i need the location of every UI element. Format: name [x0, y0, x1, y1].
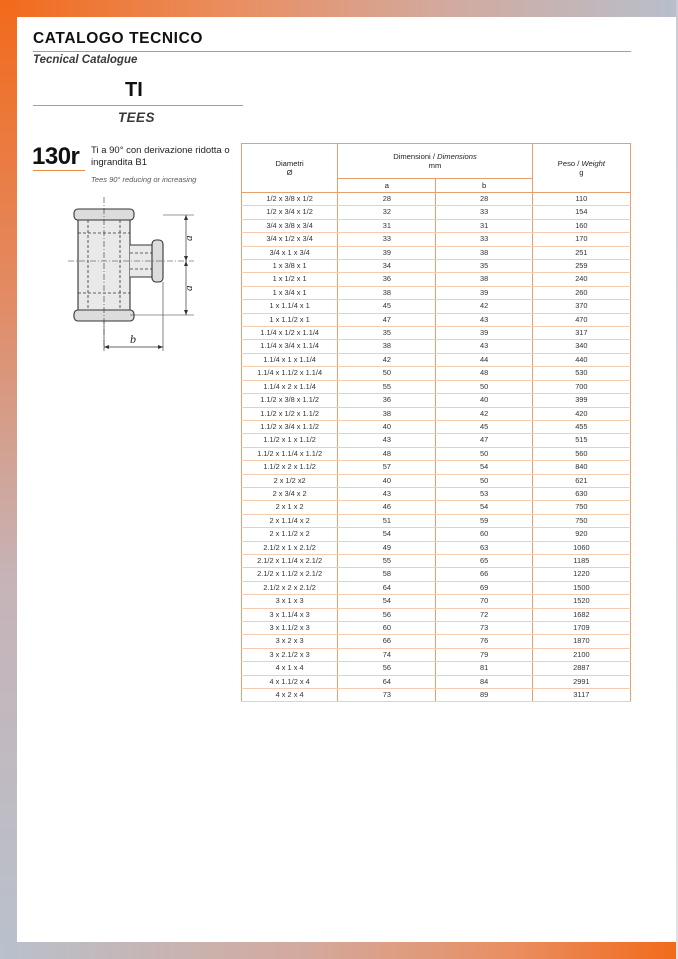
cell-weight: 621 — [532, 474, 630, 487]
cell-weight: 370 — [532, 300, 630, 313]
cell-diameter: 4 x 1 x 4 — [242, 662, 338, 675]
cell-weight: 750 — [532, 501, 630, 514]
cell-dimension-a: 28 — [338, 193, 436, 206]
cell-dimension-b: 43 — [436, 313, 532, 326]
cell-dimension-a: 36 — [338, 394, 436, 407]
cell-weight: 3117 — [532, 689, 630, 702]
cell-diameter: 1.1/4 x 1/2 x 1.1/4 — [242, 327, 338, 340]
cell-weight: 317 — [532, 327, 630, 340]
product-family-divider — [33, 105, 243, 106]
cell-diameter: 3 x 1.1/2 x 3 — [242, 622, 338, 635]
table-row — [242, 501, 631, 514]
cell-diameter: 2 x 1.1/4 x 2 — [242, 514, 338, 527]
cell-dimension-b: 53 — [436, 487, 532, 500]
cell-diameter: 1 x 1/2 x 1 — [242, 273, 338, 286]
table-row — [242, 514, 631, 527]
header-col-b: b — [436, 179, 532, 193]
cell-dimension-a: 74 — [338, 648, 436, 661]
cell-weight: 700 — [532, 380, 630, 393]
cell-diameter: 3 x 1.1/4 x 3 — [242, 608, 338, 621]
dimensions-table-wrapper — [241, 143, 631, 702]
drawing-label-b: b — [130, 332, 136, 346]
cell-weight: 2991 — [532, 675, 630, 688]
cell-diameter: 4 x 1.1/2 x 4 — [242, 675, 338, 688]
cell-weight: 530 — [532, 367, 630, 380]
cell-dimension-b: 39 — [436, 327, 532, 340]
table-row — [242, 260, 631, 273]
cell-weight: 399 — [532, 394, 630, 407]
table-row — [242, 554, 631, 567]
table-row — [242, 622, 631, 635]
cell-diameter: 1.1/4 x 1.1/2 x 1.1/4 — [242, 367, 338, 380]
drawing-label-a-bottom: a — [183, 285, 195, 291]
cell-dimension-b: 65 — [436, 554, 532, 567]
table-row — [242, 233, 631, 246]
cell-dimension-b: 47 — [436, 434, 532, 447]
cell-dimension-b: 70 — [436, 595, 532, 608]
cell-dimension-b: 81 — [436, 662, 532, 675]
top-decor-bar — [0, 0, 678, 17]
cell-dimension-a: 32 — [338, 206, 436, 219]
cell-diameter: 2.1/2 x 1.1/2 x 2.1/2 — [242, 568, 338, 581]
cell-diameter: 1.1/2 x 3/4 x 1.1/2 — [242, 420, 338, 433]
cell-dimension-b: 59 — [436, 514, 532, 527]
cell-weight: 630 — [532, 487, 630, 500]
table-row — [242, 246, 631, 259]
left-decor-bar — [0, 0, 17, 959]
cell-weight: 259 — [532, 260, 630, 273]
cell-dimension-b: 60 — [436, 528, 532, 541]
cell-diameter: 1/2 x 3/4 x 1/2 — [242, 206, 338, 219]
cell-dimension-a: 58 — [338, 568, 436, 581]
table-row — [242, 286, 631, 299]
cell-dimension-b: 50 — [436, 447, 532, 460]
table-row — [242, 193, 631, 206]
cell-weight: 260 — [532, 286, 630, 299]
table-row — [242, 420, 631, 433]
table-row — [242, 541, 631, 554]
cell-dimension-b: 42 — [436, 407, 532, 420]
cell-diameter: 3/4 x 1 x 3/4 — [242, 246, 338, 259]
table-row — [242, 568, 631, 581]
cell-diameter: 4 x 2 x 4 — [242, 689, 338, 702]
cell-dimension-a: 56 — [338, 608, 436, 621]
cell-dimension-b: 50 — [436, 380, 532, 393]
product-family-title: TI — [125, 79, 143, 101]
cell-weight: 515 — [532, 434, 630, 447]
cell-dimension-a: 38 — [338, 286, 436, 299]
header-diameter-symbol: Ø — [286, 168, 293, 177]
cell-weight: 170 — [532, 233, 630, 246]
table-row — [242, 447, 631, 460]
header-col-a: a — [338, 179, 436, 193]
cell-dimension-a: 34 — [338, 260, 436, 273]
cell-dimension-a: 43 — [338, 434, 436, 447]
header-weight-en: Weight — [581, 159, 605, 168]
cell-diameter: 2 x 1.1/2 x 2 — [242, 528, 338, 541]
cell-dimension-a: 39 — [338, 246, 436, 259]
cell-dimension-a: 38 — [338, 407, 436, 420]
table-row — [242, 353, 631, 366]
cell-dimension-a: 31 — [338, 219, 436, 232]
cell-weight: 1185 — [532, 554, 630, 567]
table-row — [242, 407, 631, 420]
table-row — [242, 608, 631, 621]
table-row — [242, 327, 631, 340]
table-row — [242, 340, 631, 353]
cell-weight: 840 — [532, 461, 630, 474]
cell-weight: 455 — [532, 420, 630, 433]
cell-dimension-a: 51 — [338, 514, 436, 527]
bottom-decor-bar — [0, 942, 678, 959]
header-dimensions — [338, 144, 532, 179]
tee-technical-drawing — [68, 193, 208, 355]
table-row — [242, 367, 631, 380]
cell-dimension-b: 42 — [436, 300, 532, 313]
cell-dimension-b: 63 — [436, 541, 532, 554]
cell-diameter: 1.1/4 x 3/4 x 1.1/4 — [242, 340, 338, 353]
cell-diameter: 2.1/2 x 1.1/4 x 2.1/2 — [242, 554, 338, 567]
cell-dimension-a: 40 — [338, 420, 436, 433]
cell-dimension-a: 47 — [338, 313, 436, 326]
cell-diameter: 3 x 2.1/2 x 3 — [242, 648, 338, 661]
cell-weight: 154 — [532, 206, 630, 219]
cell-diameter: 1 x 1.1/2 x 1 — [242, 313, 338, 326]
cell-dimension-b: 44 — [436, 353, 532, 366]
dimensions-table — [241, 143, 631, 702]
cell-dimension-a: 55 — [338, 554, 436, 567]
cell-diameter: 1.1/4 x 1 x 1.1/4 — [242, 353, 338, 366]
cell-dimension-b: 54 — [436, 461, 532, 474]
cell-weight: 1682 — [532, 608, 630, 621]
table-row — [242, 394, 631, 407]
cell-dimension-b: 48 — [436, 367, 532, 380]
product-description-en: Tees 90° reducing or increasing — [91, 175, 197, 184]
cell-dimension-b: 73 — [436, 622, 532, 635]
cell-dimension-b: 38 — [436, 273, 532, 286]
cell-dimension-b: 33 — [436, 206, 532, 219]
dimensions-table-body — [242, 193, 631, 702]
header-dimensions-it: Dimensioni / — [393, 152, 435, 161]
table-row — [242, 662, 631, 675]
cell-dimension-b: 43 — [436, 340, 532, 353]
cell-weight: 1520 — [532, 595, 630, 608]
cell-dimension-b: 38 — [436, 246, 532, 259]
header-weight-unit: g — [579, 168, 584, 177]
cell-dimension-a: 66 — [338, 635, 436, 648]
cell-dimension-b: 76 — [436, 635, 532, 648]
cell-dimension-a: 48 — [338, 447, 436, 460]
cell-weight: 560 — [532, 447, 630, 460]
cell-dimension-a: 49 — [338, 541, 436, 554]
table-row — [242, 675, 631, 688]
cell-weight: 420 — [532, 407, 630, 420]
cell-weight: 1709 — [532, 622, 630, 635]
cell-dimension-a: 38 — [338, 340, 436, 353]
cell-dimension-a: 50 — [338, 367, 436, 380]
header-dimensions-en: Dimensions — [437, 152, 477, 161]
table-row — [242, 206, 631, 219]
table-row — [242, 434, 631, 447]
cell-dimension-b: 31 — [436, 219, 532, 232]
drawing-label-a-top: a — [183, 235, 195, 241]
cell-diameter: 1.1/2 x 3/8 x 1.1/2 — [242, 394, 338, 407]
table-row — [242, 581, 631, 594]
cell-dimension-b: 79 — [436, 648, 532, 661]
cell-dimension-a: 43 — [338, 487, 436, 500]
cell-diameter: 3 x 2 x 3 — [242, 635, 338, 648]
cell-diameter: 2 x 1 x 2 — [242, 501, 338, 514]
table-row — [242, 461, 631, 474]
cell-dimension-b: 40 — [436, 394, 532, 407]
cell-dimension-a: 33 — [338, 233, 436, 246]
cell-diameter: 1.1/4 x 2 x 1.1/4 — [242, 380, 338, 393]
cell-weight: 1870 — [532, 635, 630, 648]
cell-dimension-b: 39 — [436, 286, 532, 299]
cell-dimension-b: 72 — [436, 608, 532, 621]
cell-dimension-a: 46 — [338, 501, 436, 514]
cell-dimension-a: 54 — [338, 595, 436, 608]
catalog-title: CATALOGO TECNICO — [33, 30, 204, 47]
cell-dimension-a: 56 — [338, 662, 436, 675]
table-row — [242, 219, 631, 232]
cell-diameter: 1/2 x 3/8 x 1/2 — [242, 193, 338, 206]
cell-diameter: 2.1/2 x 2 x 2.1/2 — [242, 581, 338, 594]
cell-dimension-b: 45 — [436, 420, 532, 433]
cell-dimension-a: 40 — [338, 474, 436, 487]
cell-weight: 440 — [532, 353, 630, 366]
cell-diameter: 2 x 3/4 x 2 — [242, 487, 338, 500]
product-family-subtitle: TEES — [118, 110, 155, 125]
cell-weight: 340 — [532, 340, 630, 353]
cell-dimension-b: 66 — [436, 568, 532, 581]
table-row — [242, 474, 631, 487]
table-row — [242, 313, 631, 326]
table-row — [242, 273, 631, 286]
cell-diameter: 3/4 x 1/2 x 3/4 — [242, 233, 338, 246]
cell-dimension-a: 64 — [338, 581, 436, 594]
table-row — [242, 380, 631, 393]
cell-dimension-b: 50 — [436, 474, 532, 487]
cell-diameter: 3 x 1 x 3 — [242, 595, 338, 608]
table-row — [242, 689, 631, 702]
cell-dimension-a: 42 — [338, 353, 436, 366]
cell-weight: 470 — [532, 313, 630, 326]
cell-dimension-b: 54 — [436, 501, 532, 514]
cell-diameter: 2 x 1/2 x2 — [242, 474, 338, 487]
table-row — [242, 300, 631, 313]
cell-diameter: 1.1/2 x 2 x 1.1/2 — [242, 461, 338, 474]
table-row — [242, 648, 631, 661]
product-code: 130r — [32, 143, 80, 170]
cell-dimension-a: 60 — [338, 622, 436, 635]
cell-weight: 2887 — [532, 662, 630, 675]
cell-weight: 920 — [532, 528, 630, 541]
cell-dimension-b: 84 — [436, 675, 532, 688]
cell-dimension-a: 35 — [338, 327, 436, 340]
cell-dimension-b: 89 — [436, 689, 532, 702]
cell-weight: 1060 — [532, 541, 630, 554]
cell-diameter: 2.1/2 x 1 x 2.1/2 — [242, 541, 338, 554]
cell-weight: 1500 — [532, 581, 630, 594]
cell-dimension-b: 69 — [436, 581, 532, 594]
cell-dimension-a: 73 — [338, 689, 436, 702]
header-dimensions-unit: mm — [428, 161, 442, 170]
cell-weight: 1220 — [532, 568, 630, 581]
cell-diameter: 3/4 x 3/8 x 3/4 — [242, 219, 338, 232]
table-row — [242, 595, 631, 608]
cell-diameter: 1.1/2 x 1 x 1.1/2 — [242, 434, 338, 447]
cell-weight: 160 — [532, 219, 630, 232]
catalog-divider — [33, 51, 631, 52]
cell-dimension-b: 33 — [436, 233, 532, 246]
cell-dimension-a: 55 — [338, 380, 436, 393]
product-description-it: Ti a 90° con derivazione ridotta o ingrandita B1 — [91, 145, 230, 168]
header-diameter — [242, 144, 338, 193]
cell-weight: 240 — [532, 273, 630, 286]
cell-diameter: 1.1/2 x 1.1/4 x 1.1/2 — [242, 447, 338, 460]
cell-dimension-a: 45 — [338, 300, 436, 313]
cell-weight: 2100 — [532, 648, 630, 661]
header-diameter-label: Diametri — [275, 159, 304, 168]
cell-dimension-a: 54 — [338, 528, 436, 541]
cell-dimension-a: 64 — [338, 675, 436, 688]
catalog-subtitle: Tecnical Catalogue — [33, 54, 138, 66]
product-code-underline — [33, 170, 85, 171]
cell-diameter: 1 x 1.1/4 x 1 — [242, 300, 338, 313]
cell-dimension-a: 57 — [338, 461, 436, 474]
cell-dimension-b: 28 — [436, 193, 532, 206]
cell-weight: 110 — [532, 193, 630, 206]
table-row — [242, 528, 631, 541]
header-weight — [532, 144, 630, 193]
cell-weight: 750 — [532, 514, 630, 527]
cell-dimension-b: 35 — [436, 260, 532, 273]
cell-weight: 251 — [532, 246, 630, 259]
header-weight-it: Peso / — [557, 159, 580, 168]
cell-diameter: 1.1/2 x 1/2 x 1.1/2 — [242, 407, 338, 420]
table-row — [242, 635, 631, 648]
table-row — [242, 487, 631, 500]
cell-diameter: 1 x 3/4 x 1 — [242, 286, 338, 299]
cell-dimension-a: 36 — [338, 273, 436, 286]
cell-diameter: 1 x 3/8 x 1 — [242, 260, 338, 273]
